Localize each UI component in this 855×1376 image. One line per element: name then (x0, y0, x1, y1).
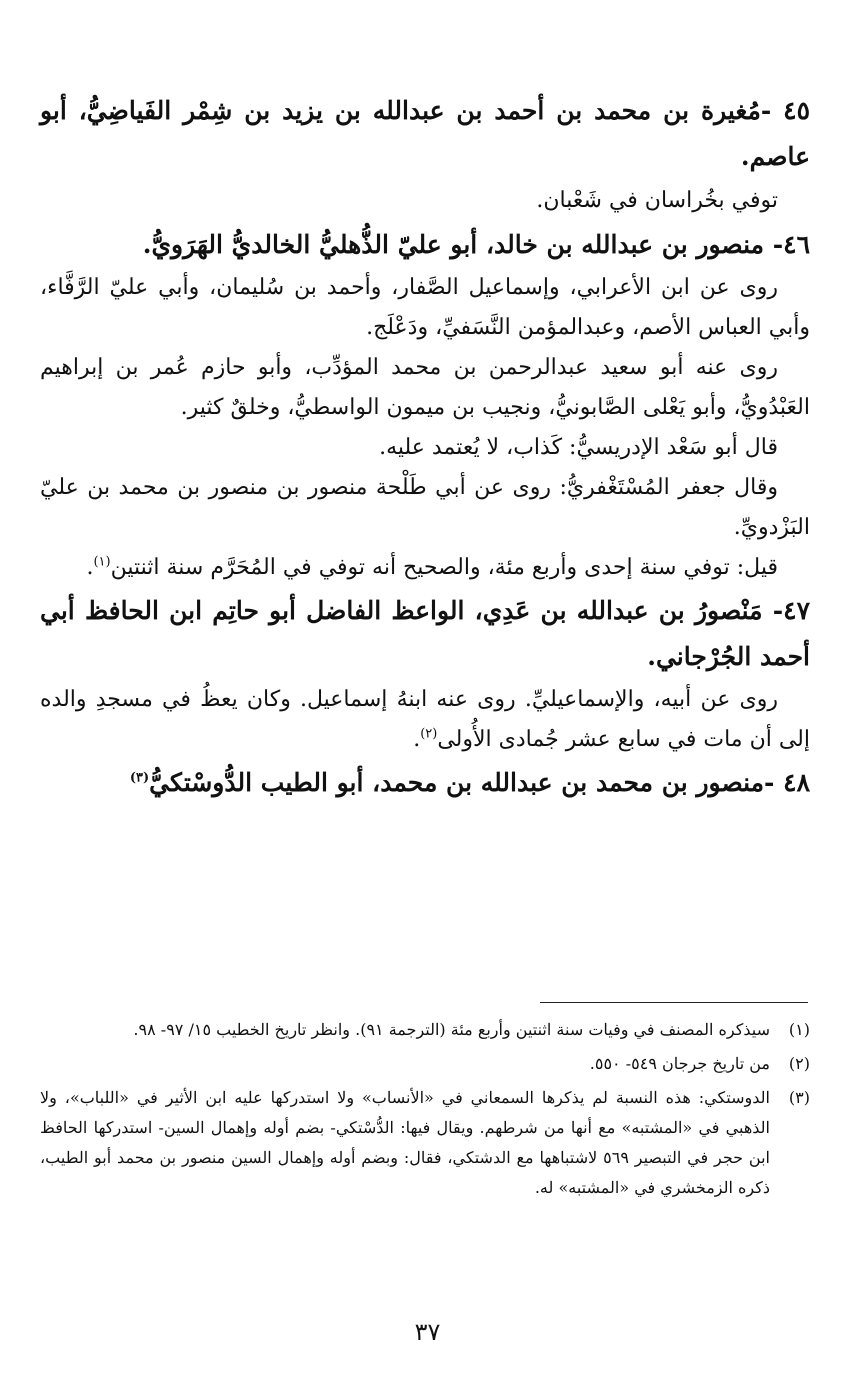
footnote-ref-2: (٢) (420, 726, 438, 742)
entry-46-narrated-from: روى عن ابن الأعرابي، وإسماعيل الصَّفار، وأحمد بن سُليمان، وأبي عليّ الرَّفَّاء، وأبي العباس الأصم، وعبدالمؤمن النَّسَفيِّ، ودَعْلَج. (40, 275, 810, 340)
footnote-text: سيذكره المصنف في وفيات سنة اثنتين وأربع مئة (الترجمة ٩١). وانظر تاريخ الخطيب ١٥/ ٩٧- ٩٨. (133, 1020, 770, 1039)
entry-46-idrisi-quote: قال أبو سَعْد الإدريسيُّ: كَذاب، لا يُعتمد عليه. (379, 435, 778, 460)
entry-47-heading: ٤٧- مَنْصورُ بن عبدالله بن عَدِي، الواعظ الفاضل أبو حاتِم ابن الحافظ أبي أحمد الجُرْجاني. (40, 596, 810, 671)
entry-46-narrated-by: روى عنه أبو سعيد عبدالرحمن بن محمد المؤدِّب، وأبو حازم عُمر بن إبراهيم العَبْدُويُّ، وأبو يَعْلى الصَّابونيُّ، ونجيب بن ميمون الواسطيُّ، وخلقٌ كثير. (40, 355, 810, 420)
entry-48-heading (40, 760, 810, 806)
footnote-text: الدوستكي: هذه النسبة لم يذكرها السمعاني في «الأنساب» ولا استدركها عليه ابن الأثير في «اللباب»، ولا الذهبي في «المشتبه» مع أنها من شرطهم. ويقال فيها: الدُّسْتكي- بضم أوله وإهمال السين- استدركها الحافظ ابن حجر في التبصير ٥٦٩ لاشتباهها مع الدشتكي، فقال: وبضم أوله وإهمال السين منصور بن محمد أبو الطيب، ذكره الزمخشري في «المشتبه» له. (40, 1088, 771, 1197)
entry-45-heading: ٤٥ -مُغيرة بن محمد بن أحمد بن عبدالله بن يزيد بن شِمْر الفَياضِيُّ، أبو عاصم. (40, 96, 810, 171)
entry-45-death: توفي بخُراسان في شَعْبان. (536, 188, 778, 213)
entry-46-death (40, 548, 810, 588)
entry-46-heading: ٤٦- منصور بن عبدالله بن خالد، أبو عليّ الذُّهليُّ الخالديُّ الهَرَويُّ. (142, 230, 810, 259)
entry-46-mustaghfiri-quote: وقال جعفر المُسْتَغْفريُّ: روى عن أبي طَلْحة منصور بن منصور بن محمد بن عليّ البَزْدويِّ. (40, 475, 810, 540)
entry-46-death-end: . (86, 555, 94, 580)
main-text (40, 88, 810, 806)
entry-46-death-text: قيل: توفي سنة إحدى وأربع مئة، والصحيح أنه توفي في المُحَرَّم سنة اثنتين (110, 555, 778, 580)
footnote-text: من تاريخ جرجان ٥٤٩- ٥٥٠. (589, 1054, 770, 1073)
footnotes (40, 1015, 810, 1207)
footnote-marker: (١) (788, 1020, 810, 1039)
entry-47-body-end: . (413, 727, 421, 752)
footnote-divider (540, 1002, 808, 1003)
footnote-marker: (٣) (788, 1088, 810, 1107)
entry-47-body (40, 680, 810, 760)
footnote-3 (40, 1083, 810, 1203)
footnote-1 (40, 1015, 810, 1045)
footnote-2 (40, 1049, 810, 1079)
entry-47-body-text: روى عن أبيه، والإسماعيليِّ. روى عنه ابنهُ إسماعيل. وكان يعظُ في مسجدِ والده إلى أن مات في سابع عشر جُمادى الأُولى (40, 687, 810, 752)
footnote-ref-3: (٣) (129, 770, 150, 786)
footnote-marker: (٢) (788, 1054, 810, 1073)
footnote-ref-1: (١) (93, 554, 111, 570)
entry-48-heading-text: ٤٨ -منصور بن محمد بن عبدالله بن محمد، أبو الطيب الدُّوسْتكيُّ (149, 768, 810, 797)
page-number: ٣٧ (414, 1318, 441, 1346)
